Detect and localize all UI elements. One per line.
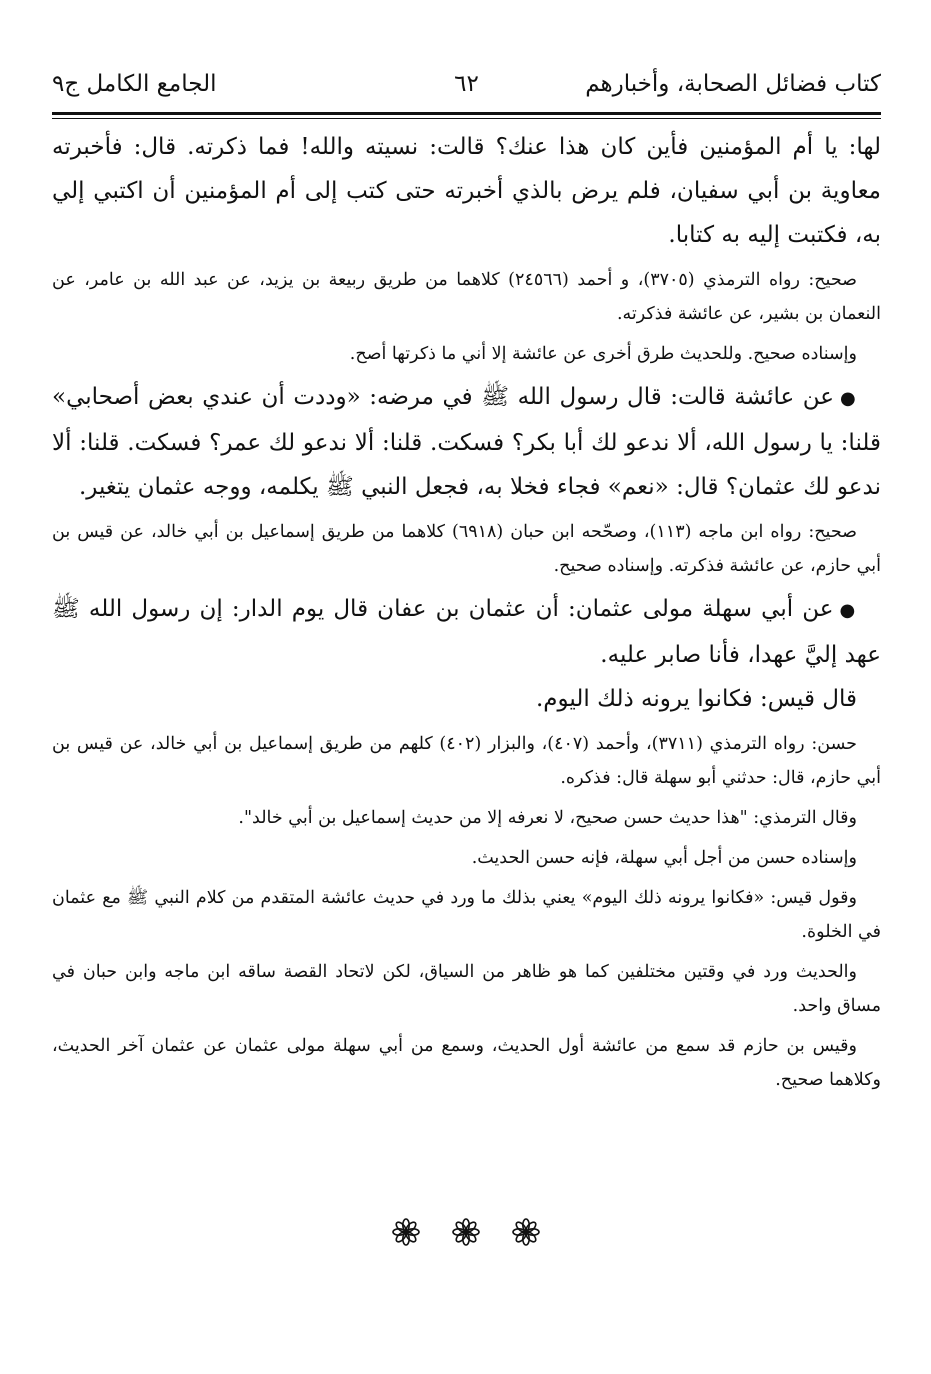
header-rule bbox=[52, 112, 881, 119]
bullet-icon: ● bbox=[839, 600, 857, 621]
hadith-text: عن عائشة قالت: قال رسول الله ﷺ في مرضه: «وددت أن عندي بعض أصحابي» قلنا: يا رسول الله، ألا ندعو لك أبا بكر؟ فسكت. قلنا: ألا ندعو لك عمر؟ فسكت. قلنا: ألا ندعو لك عثمان؟ قال: «نعم» فجاء فخلا به، فجعل النبي ﷺ يكلمه، ووجه عثمان يتغير. bbox=[52, 384, 881, 500]
hadith-continuation: لها: يا أم المؤمنين فأين كان هذا عنك؟ قالت: نسيته والله! فما ذكرته. قال: فأخبرته معاوية بن أبي سفيان، فلم يرض بالذي أخبرته حتى كتب إلى أم المؤمنين أن اكتبي إلي به، فكتبت إليه به كتابا. bbox=[52, 134, 881, 248]
book-page bbox=[52, 60, 881, 1374]
explanation-note: وقول قيس: «فكانوا يرونه ذلك اليوم» يعني بذلك ما ورد في حديث عائشة المتقدم من كلام النبي ﷺ مع عثمان في الخلوة. bbox=[52, 888, 881, 942]
explanation-note: والحديث ورد في وقتين مختلفين كما هو ظاهر من السياق، لكن لاتحاد القصة ساقه ابن ماجه وابن حبان في مساق واحد. bbox=[52, 962, 881, 1016]
volume-label: الجامع الكامل ج٩ bbox=[52, 71, 217, 97]
isnad-note: وإسناده صحيح. وللحديث طرق أخرى عن عائشة إلا أني ما ذكرتها أصح. bbox=[349, 344, 857, 364]
end-ornaments bbox=[0, 1218, 931, 1246]
hadith-entry bbox=[52, 375, 881, 509]
hadith-entry bbox=[52, 587, 881, 677]
takhrij-note: صحيح: رواه ابن ماجه (١١٣)، وصحّحه ابن حبان (٦٩١٨) كلاهما من طريق إسماعيل بن أبي خالد، عن قيس بن أبي حازم، عن عائشة فذكرته. وإسناده صحيح. bbox=[52, 522, 881, 576]
tirmidhi-quote: وقال الترمذي: "هذا حديث حسن صحيح، لا نعرفه إلا من حديث إسماعيل بن أبي خالد". bbox=[238, 808, 857, 828]
explanation-note: وقيس بن حازم قد سمع من عائشة أول الحديث، وسمع من أبي سهلة مولى عثمان عن عثمان آخر الحديث، وكلاهما صحيح. bbox=[52, 1036, 881, 1090]
floral-ornament-icon bbox=[512, 1218, 540, 1246]
takhrij-note: صحيح: رواه الترمذي (٣٧٠٥)، و أحمد (٢٤٥٦٦) كلاهما من طريق ربيعة بن يزيد، عن عبد الله بن عامر، عن النعمان بن بشير، عن عائشة فذكرته. bbox=[52, 270, 881, 324]
book-title: كتاب فضائل الصحابة، وأخبارهم bbox=[585, 71, 881, 97]
hadith-text: عن أبي سهلة مولى عثمان: أن عثمان بن عفان قال يوم الدار: إن رسول الله ﷺ عهد إليَّ عهدا، فأنا صابر عليه. bbox=[52, 596, 881, 668]
page-header bbox=[52, 60, 881, 108]
floral-ornament-icon bbox=[452, 1218, 480, 1246]
narrator-comment: قال قيس: فكانوا يرونه ذلك اليوم. bbox=[536, 686, 857, 712]
isnad-note: وإسناده حسن من أجل أبي سهلة، فإنه حسن الحديث. bbox=[471, 848, 857, 868]
floral-ornament-icon bbox=[392, 1218, 420, 1246]
takhrij-note: حسن: رواه الترمذي (٣٧١١)، وأحمد (٤٠٧)، والبزار (٤٠٢) كلهم من طريق إسماعيل بن أبي خالد، عن قيس بن أبي حازم، قال: حدثني أبو سهلة قال: فذكره. bbox=[52, 734, 881, 788]
bullet-icon: ● bbox=[840, 388, 857, 409]
page-content bbox=[52, 125, 881, 1097]
page-number: ٦٢ bbox=[454, 71, 479, 97]
